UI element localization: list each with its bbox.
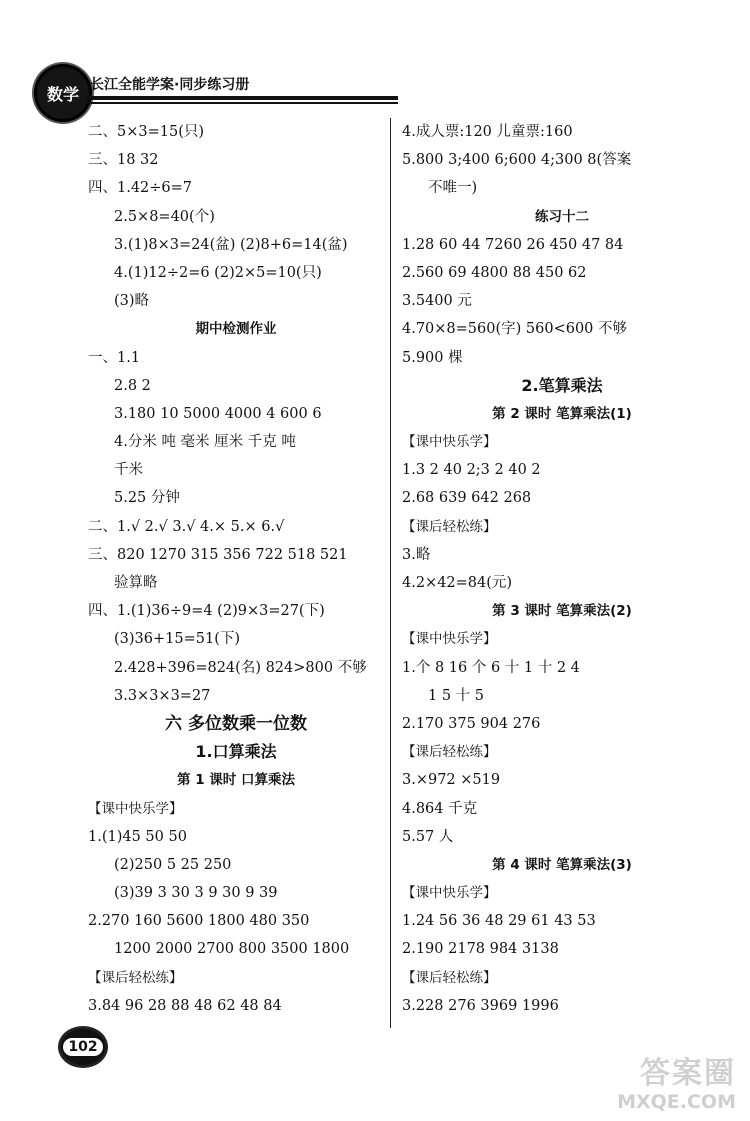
answer-line: 验算略	[114, 575, 158, 591]
answer-line: 2.8 2	[114, 377, 151, 394]
right-column	[402, 118, 722, 1020]
answer-line: 5.800 3;400 6;600 4;300 8(答案	[402, 152, 632, 169]
section-heading: 1.口算乘法	[195, 742, 277, 762]
answer-line: 1 5 十 5	[428, 687, 485, 704]
answer-line: 1.(1)45 50 50	[88, 828, 187, 845]
answer-line: (3)39 3 30 3 9 30 9 39	[114, 885, 278, 902]
subject-logo: 数学	[34, 64, 92, 122]
section-heading: 第 3 课时 笔算乘法(2)	[492, 603, 632, 620]
section-heading: 第 1 课时 口算乘法	[177, 772, 295, 789]
answer-line: 1.个 8 16 个 6 十 1 十 2 4	[402, 659, 580, 676]
section-tag: 【课中快乐学】	[402, 434, 497, 451]
answer-line: 1200 2000 2700 800 3500 1800	[114, 941, 350, 958]
section-heading: 2.笔算乘法	[521, 375, 603, 395]
answer-line: 4.分米 吨 毫米 厘米 千克 吨	[114, 434, 296, 451]
answer-line: 4.成人票:120 儿童票:160	[402, 124, 573, 140]
section-heading: 六 多位数乘一位数	[165, 713, 307, 734]
watermark-logo-text: 答案圈	[640, 1056, 736, 1091]
answer-line: 2.5×8=40(个)	[114, 208, 215, 225]
section-heading: 第 4 课时 笔算乘法(3)	[492, 856, 632, 873]
answer-line: 二、5×3=15(只)	[88, 124, 205, 140]
answer-line: 2.170 375 904 276	[402, 715, 541, 732]
answer-line: 3.(1)8×3=24(盆) (2)8+6=14(盆)	[114, 236, 348, 253]
answer-line: 5.57 人	[402, 828, 454, 845]
section-tag: 【课中快乐学】	[402, 631, 497, 648]
page-number-badge	[58, 1026, 108, 1068]
answer-line: 4.2×42=84(元)	[402, 575, 513, 591]
column-divider	[390, 118, 391, 1028]
answer-line: (2)250 5 25 250	[114, 856, 232, 873]
answer-line: 一、1.1	[88, 349, 141, 366]
answer-line: 1.28 60 44 7260 26 450 47 84	[402, 236, 624, 253]
answer-line: 1.3 2 40 2;3 2 40 2	[402, 462, 541, 479]
answer-line: 4.70×8=560(字) 560<600 不够	[402, 321, 628, 338]
section-tag: 【课中快乐学】	[88, 800, 183, 817]
answer-line: (3)略	[114, 293, 150, 310]
answer-line: 2.428+396=824(名) 824>800 不够	[114, 659, 367, 676]
section-heading: 第 2 课时 笔算乘法(1)	[492, 405, 632, 422]
book-title: 长江全能学案·同步练习册	[90, 77, 250, 93]
answer-line: 3.180 10 5000 4000 4 600 6	[114, 405, 322, 422]
answer-line: 3.84 96 28 88 48 62 48 84	[88, 997, 282, 1014]
section-tag: 【课后轻松练】	[402, 744, 497, 761]
answer-line: 2.68 639 642 268	[402, 490, 532, 507]
answer-line: 3.3×3×3=27	[114, 687, 211, 704]
answer-line: 1.24 56 36 48 29 61 43 53	[402, 913, 596, 930]
answer-line: 3.略	[402, 546, 431, 563]
section-tag: 【课中快乐学】	[402, 885, 497, 902]
section-tag: 【课后轻松练】	[88, 969, 183, 986]
answer-line: 3.228 276 3969 1996	[402, 997, 559, 1014]
answer-line: 2.270 160 5600 1800 480 350	[88, 913, 310, 930]
page-number: 102	[63, 1038, 102, 1056]
answer-line: 3.×972 ×519	[402, 772, 501, 789]
answer-line: (3)36+15=51(下)	[114, 631, 241, 648]
answer-line: 5.900 棵	[402, 349, 463, 366]
answer-line: 2.190 2178 984 3138	[402, 941, 559, 958]
answer-line: 3.5400 元	[402, 293, 472, 310]
answer-line: 5.25 分钟	[114, 490, 180, 507]
answer-line: 二、1.√ 2.√ 3.√ 4.× 5.× 6.√	[88, 518, 285, 535]
answer-line: 不唯一)	[428, 180, 478, 197]
answer-line: 千米	[114, 462, 143, 479]
answer-line: 三、18 32	[88, 152, 159, 169]
answer-line: 四、1.(1)36÷9=4 (2)9×3=27(下)	[88, 603, 325, 620]
answer-line: 4.864 千克	[402, 800, 478, 817]
watermark	[586, 1057, 736, 1113]
section-heading: 练习十二	[535, 208, 589, 225]
section-tag: 【课后轻松练】	[402, 518, 497, 535]
answer-line: 2.560 69 4800 88 450 62	[402, 264, 587, 281]
answer-line: 四、1.42÷6=7	[88, 180, 193, 197]
page-header	[26, 60, 406, 120]
answer-line: 三、820 1270 315 356 722 518 521	[88, 546, 348, 563]
watermark-url: MXQE.COM	[617, 1091, 736, 1113]
header-rule	[86, 96, 398, 106]
section-heading: 期中检测作业	[195, 321, 277, 338]
answer-line: 4.(1)12÷2=6 (2)2×5=10(只)	[114, 264, 322, 281]
left-column	[88, 118, 384, 1020]
section-tag: 【课后轻松练】	[402, 969, 497, 986]
